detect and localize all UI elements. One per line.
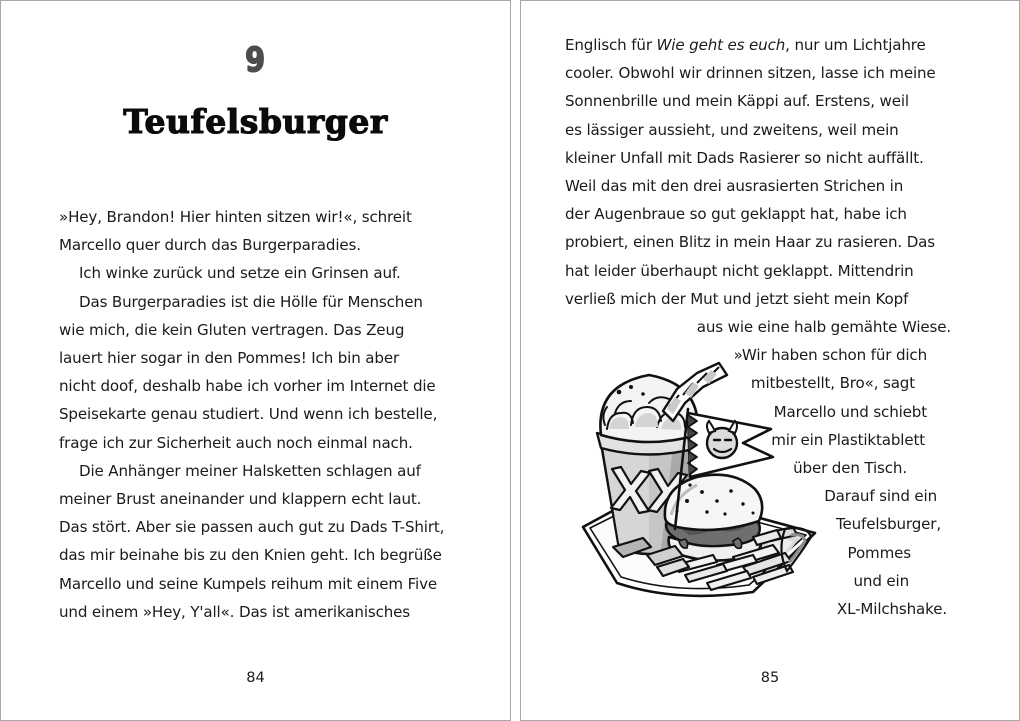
text-run: , nur um Lichtjahre (785, 36, 926, 54)
paragraph (59, 288, 455, 457)
text-line: das mir beinahe bis zu den Knien geht. Ich begrüße (59, 546, 442, 565)
text-line: probiert, einen Blitz in mein Haar zu rasieren. Das (565, 233, 935, 252)
text-line: Teufelsburger, (835, 515, 941, 534)
text-line: Marcello und schiebt (773, 402, 927, 421)
paragraph (59, 203, 455, 259)
text-line: und einem »Hey, Y'all«. Das ist amerikanisches (59, 602, 410, 621)
text-line: Ich winke zurück und setze ein Grinsen auf. (79, 264, 401, 283)
text-line: der Augenbraue so gut geklappt hat, habe ich (565, 205, 907, 224)
text-line: wie mich, die kein Gluten vertragen. Das Zeug (59, 320, 405, 339)
text-line: aus wie eine halb gemähte Wiese. (696, 318, 951, 337)
text-line: Das stört. Aber sie passen auch gut zu Dads T-Shirt, (59, 518, 445, 537)
text-line: meiner Brust aneinander und klappern echt laut. (59, 490, 422, 509)
text-line: und ein (853, 571, 909, 590)
text-line: cooler. Obwohl wir drinnen sitzen, lasse ich meine (565, 64, 936, 83)
text-line: über den Tisch. (793, 459, 907, 478)
text-line: mitbestellt, Bro«, sagt (750, 374, 915, 393)
text-run: Englisch für (565, 36, 657, 54)
text-line: Sonnenbrille und mein Käppi auf. Erstens, weil (565, 92, 909, 111)
spread-gutter (511, 0, 520, 721)
text-line: verließ mich der Mut und jetzt sieht mein Kopf (565, 289, 909, 308)
italic-phrase: Wie geht es euch (656, 36, 786, 54)
text-line: Darauf sind ein (824, 487, 937, 506)
text-line (565, 31, 977, 59)
chapter-number: 9 (245, 40, 266, 79)
text-line: »Wir haben schon für dich (733, 346, 927, 365)
right-page (520, 0, 1020, 721)
left-body-column (59, 203, 455, 626)
text-line: Pommes (847, 543, 911, 562)
page-number-left: 84 (246, 670, 265, 686)
text-line: hat leider überhaupt nicht geklappt. Mittendrin (565, 261, 914, 280)
tray-illustration (557, 351, 847, 616)
text-line: Marcello und seine Kumpels reihum mit einem Five (59, 574, 438, 593)
text-line: mir ein Plastiktablett (771, 430, 925, 449)
text-line: frage ich zur Sicherheit auch noch einmal nach. (59, 433, 413, 452)
text-line: nicht doof, deshalb habe ich vorher im Internet die (59, 377, 436, 396)
text-line: XL-Milchshake. (836, 600, 947, 619)
text-line: kleiner Unfall mit Dads Rasierer so nicht auffällt. (565, 148, 924, 167)
text-line: lauert hier sogar in den Pommes! Ich bin aber (59, 349, 400, 368)
page-number-right: 85 (760, 670, 780, 686)
text-line: Weil das mit den drei ausrasierten Strichen in (565, 177, 904, 196)
text-line: »Hey, Brandon! Hier hinten sitzen wir!«, schreit (59, 208, 412, 226)
text-line: Speisekarte genau studiert. Und wenn ich bestelle, (59, 405, 438, 424)
text-line: Marcello quer durch das Burgerparadies. (59, 236, 361, 255)
text-line: es lässiger aussieht, und zweitens, weil mein (565, 120, 899, 139)
chapter-title: Teufelsburger (123, 102, 388, 141)
paragraph (59, 259, 455, 287)
text-line: Das Burgerparadies ist die Hölle für Menschen (79, 292, 423, 311)
paragraph (59, 457, 455, 626)
text-line: Die Anhänger meiner Halsketten schlagen auf (79, 461, 421, 480)
